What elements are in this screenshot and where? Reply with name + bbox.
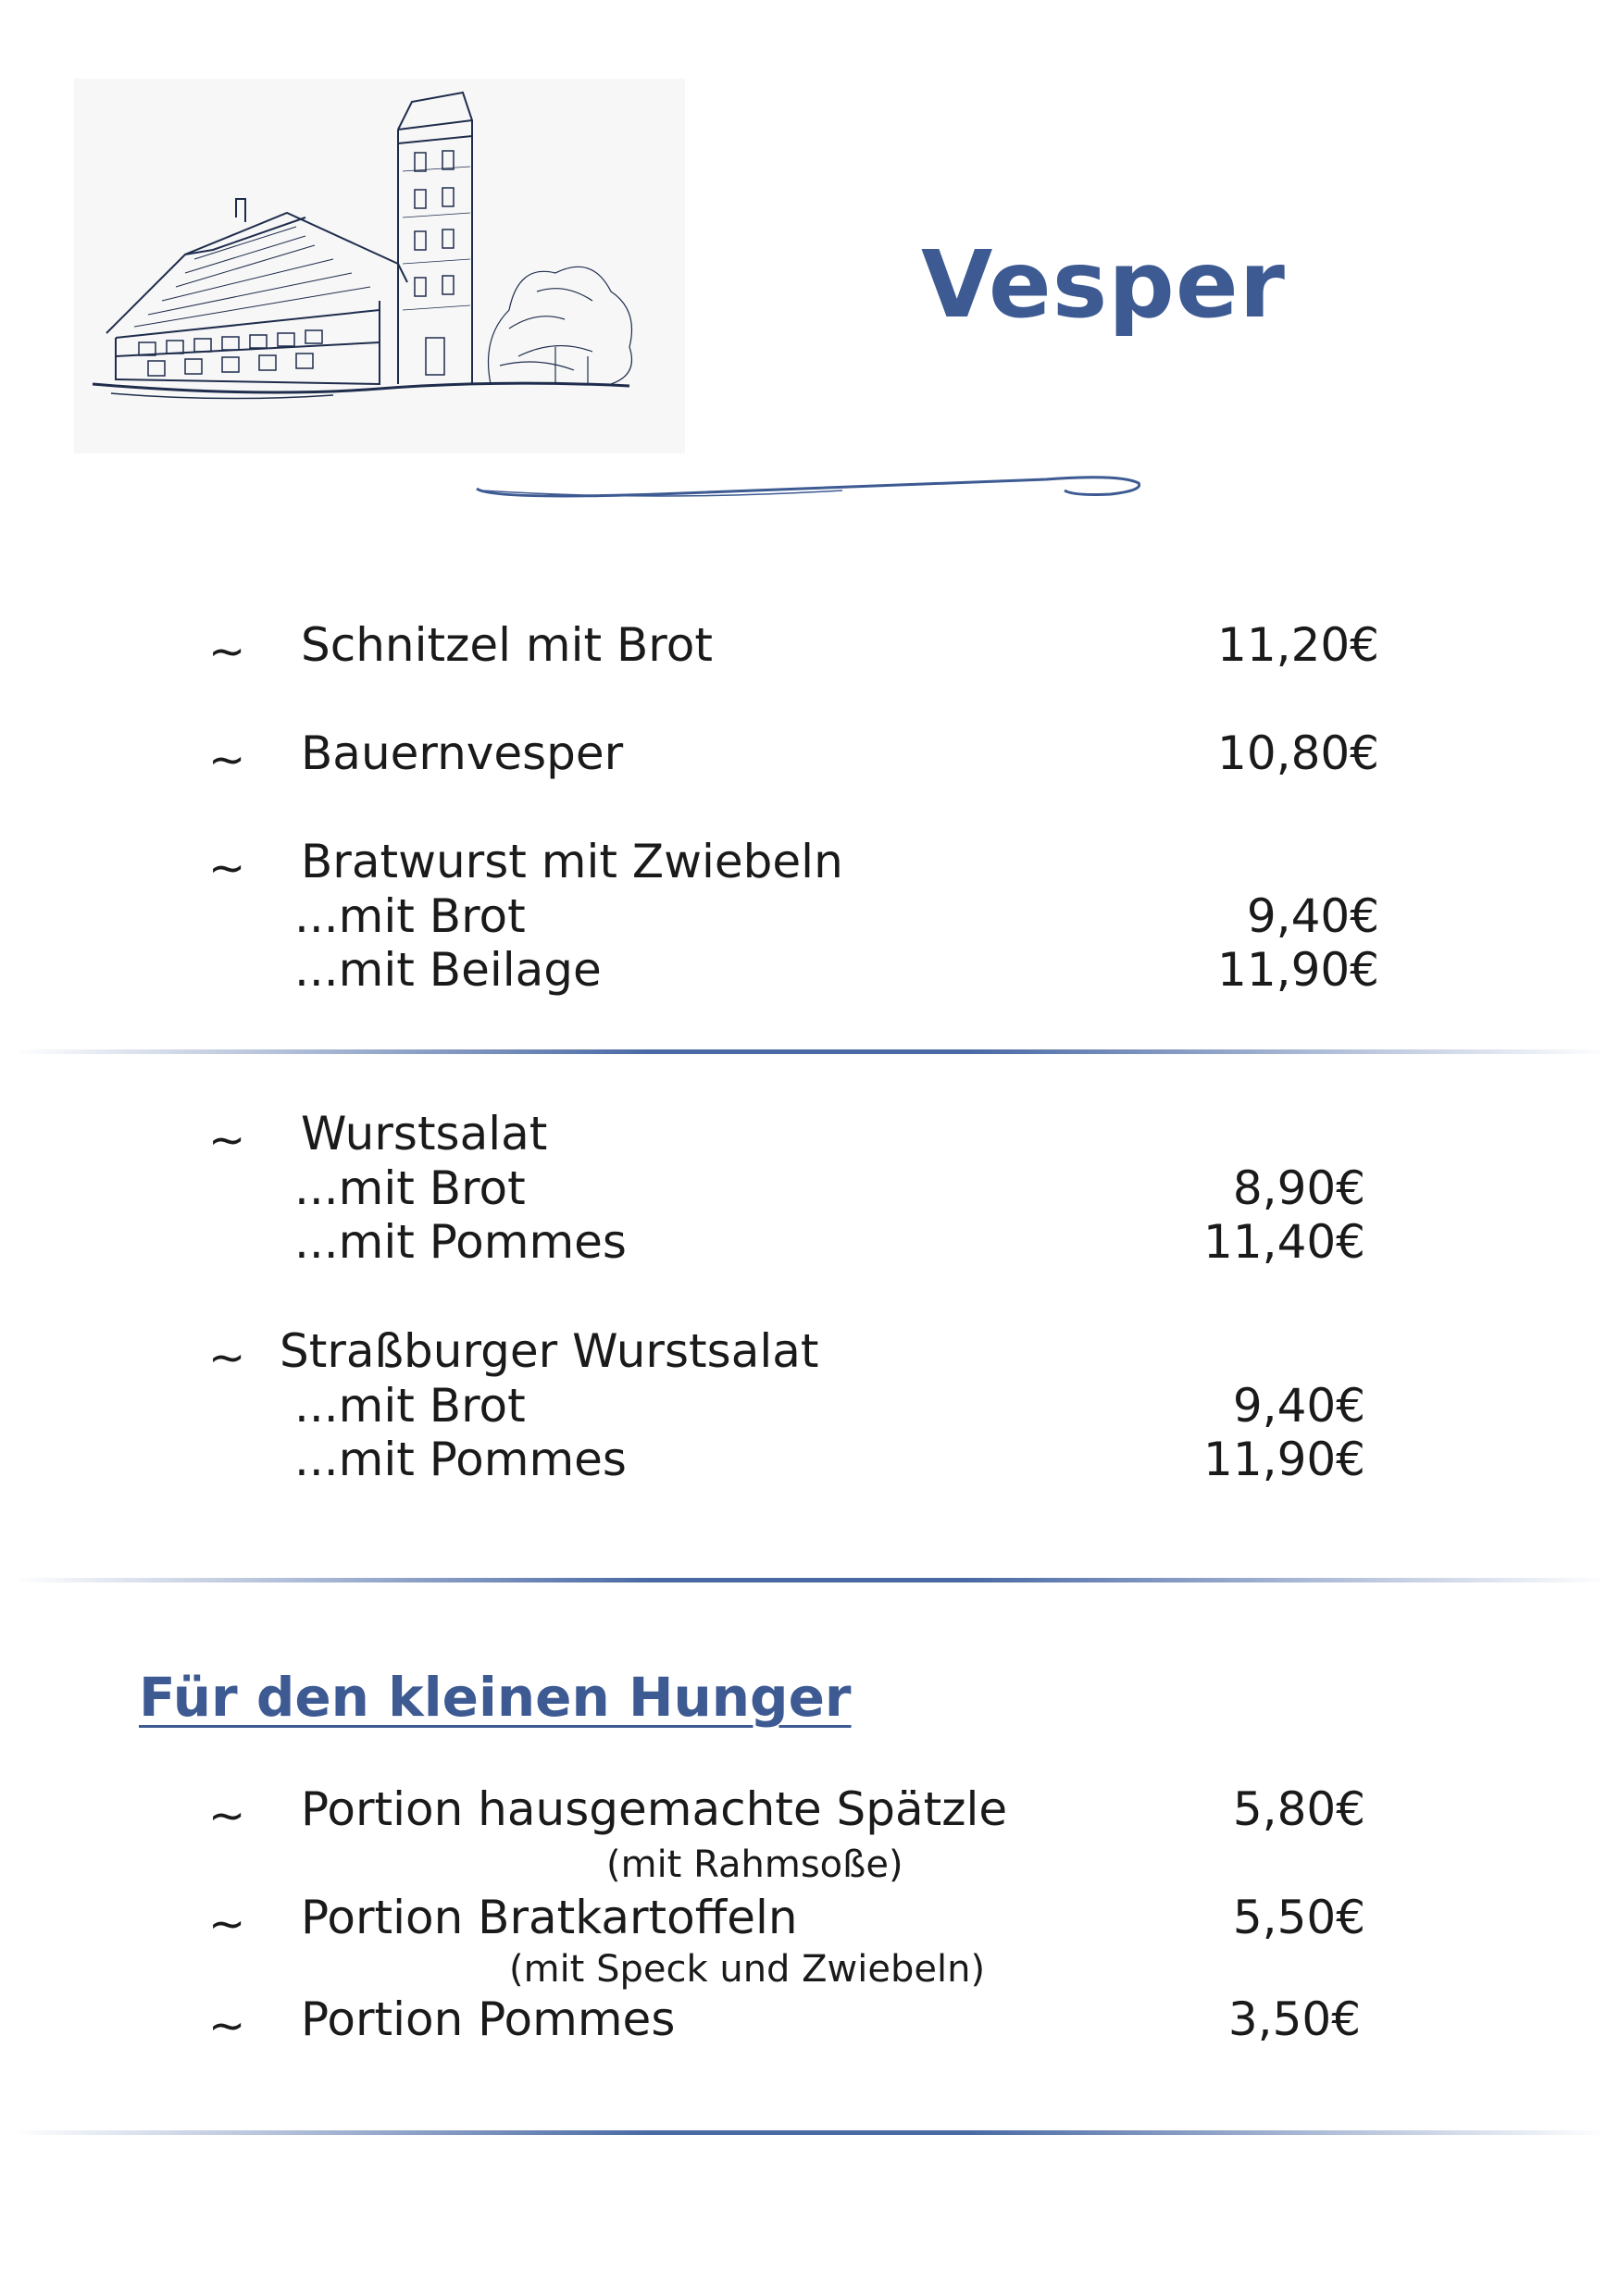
- item-marker: ~: [208, 1898, 246, 1950]
- menu-item-name: Portion hausgemachte Spätzle: [301, 1782, 1008, 1836]
- menu-item-price: 11,20€: [1217, 618, 1379, 672]
- item-marker: ~: [208, 842, 246, 894]
- menu-item-option: ...mit Pommes: [294, 1215, 627, 1269]
- menu-item-note: (mit Rahmsoße): [606, 1843, 903, 1886]
- item-marker: ~: [208, 2000, 246, 2052]
- menu-item-note: (mit Speck und Zwiebeln): [509, 1948, 986, 1991]
- menu-item-option: ...mit Beilage: [294, 943, 602, 997]
- menu-item-option-price: 11,40€: [1203, 1215, 1365, 1269]
- menu-item-price: 5,80€: [1232, 1782, 1365, 1836]
- menu-item-option: ...mit Brot: [294, 889, 526, 943]
- section-divider: [11, 1578, 1608, 1582]
- menu-item-price: 5,50€: [1232, 1891, 1365, 1944]
- title-swoosh-ornament: [472, 463, 1148, 509]
- item-marker: ~: [208, 1114, 246, 1166]
- item-marker: ~: [208, 734, 246, 786]
- section-heading-small-hunger: Für den kleinen Hunger: [139, 1666, 852, 1729]
- menu-item-name: Schnitzel mit Brot: [301, 618, 713, 672]
- item-marker: ~: [208, 1790, 246, 1842]
- menu-item-option-price: 11,90€: [1203, 1433, 1365, 1486]
- menu-item-price: 10,80€: [1217, 726, 1379, 780]
- menu-item-name: Wurstsalat: [301, 1107, 548, 1160]
- section-divider: [11, 2130, 1608, 2135]
- menu-item-name: Bauernvesper: [301, 726, 624, 780]
- menu-item-price: 3,50€: [1227, 1992, 1361, 2046]
- menu-item-option: ...mit Pommes: [294, 1433, 627, 1486]
- menu-item-name: Portion Pommes: [301, 1992, 676, 2046]
- menu-item-option-price: 11,90€: [1217, 943, 1379, 997]
- menu-item-option-price: 8,90€: [1232, 1161, 1365, 1215]
- item-marker: ~: [208, 626, 246, 677]
- menu-item-option: ...mit Brot: [294, 1379, 526, 1433]
- section-divider: [11, 1049, 1608, 1054]
- menu-item-option-price: 9,40€: [1232, 1379, 1365, 1433]
- item-marker: ~: [208, 1332, 246, 1384]
- page-title: Vesper: [921, 230, 1286, 339]
- menu-item-name: Straßburger Wurstsalat: [280, 1324, 819, 1378]
- menu-item-name: Portion Bratkartoffeln: [301, 1891, 798, 1944]
- inn-tower-sketch-image: [74, 79, 685, 453]
- menu-item-option-price: 9,40€: [1246, 889, 1379, 943]
- menu-item-option: ...mit Brot: [294, 1161, 526, 1215]
- menu-item-name: Bratwurst mit Zwiebeln: [301, 835, 843, 888]
